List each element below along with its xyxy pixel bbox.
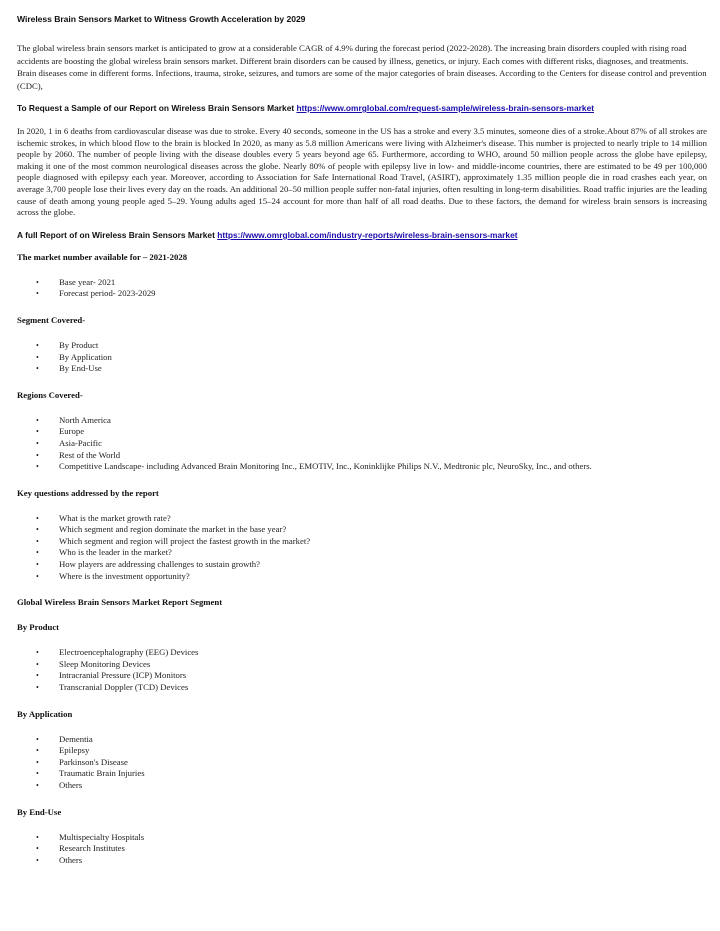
statistics-paragraph: In 2020, 1 in 6 deaths from cardiovascular disease was due to stroke. Every 40 seconds, someone in the US has a stroke and every 3.5 minutes, someone dies of a stroke.About 87% of all strokes are ischemic strokes, in which blood flow to the brain is blocked In 2020, as many as 5.8 million Americans were living with Alzheimer's disease. This number is projected to nearly triple to 14 million people by 2060. The number of people living with the disease doubles every 5 years beyond age 65. Furthermore, according to WHO, around 50 million people across the globe have epilepsy, making it one of the most common neurological diseases across the globe. Nearly 80% of people with epilepsy live in low- and middle-income countries, there are estimated to be 49 per 100,000 people diagnosed with epilepsy each year. Moreover, according to Association for Safe International Road Travel, (ASIRT), approximately 1.35 million people die in road crashes each year, on average 3,700 people lose their lives every day on the roads. An additional 20–50 million people suffer non-fatal injuries, often resulting in long-term disabilities. Road traffic injuries are the leading cause of death among young people aged 5–29. Young adults aged 15–24 account for more than half of all road deaths. Due to these factors, the demand for wireless brain sensors is increasing across the globe. [17,126,707,218]
list-item: • Others [17,780,707,792]
regions-covered-list [17,415,707,473]
list-item: • Traumatic Brain Injuries [17,768,707,780]
list-item: • By Application [17,352,707,364]
by-application-heading: By Application [17,708,73,719]
list-item: • Intracranial Pressure (ICP) Monitors [17,670,707,682]
market-number-heading: The market number available for – 2021-2028 [17,251,188,262]
sample-request-line [17,103,707,113]
list-item: • By End-Use [17,363,707,375]
by-product-list [17,647,707,693]
list-item: • Which segment and region will project the fastest growth in the market? [17,536,707,548]
full-report-label: A full Report of on Wireless Brain Sensors Market [17,229,218,240]
list-item: • By Product [17,340,707,352]
list-item: • North America [17,415,707,427]
list-item: • Where is the investment opportunity? [17,571,707,583]
sample-request-link[interactable]: https://www.omrglobal.com/request-sample/wireless-brain-sensors-market [296,103,595,113]
list-item: • Electroencephalography (EEG) Devices [17,647,707,659]
list-item: • Multispecialty Hospitals [17,832,707,844]
key-questions-list [17,513,707,583]
list-item: • Competitive Landscape- including Advanced Brain Monitoring Inc., EMOTIV, Inc., Koninklijke Philips N.V., Medtronic plc, NeuroSky, Inc., and others. [17,461,707,473]
segment-covered-list [17,340,707,375]
list-item: • Parkinson's Disease [17,757,707,769]
list-item: • What is the market growth rate? [17,513,707,525]
report-segment-heading: Global Wireless Brain Sensors Market Report Segment [17,597,223,608]
sample-request-label: To Request a Sample of our Report on Wireless Brain Sensors Market [17,103,297,113]
by-end-use-heading: By End-Use [17,806,62,817]
by-product-heading: By Product [17,622,60,633]
by-application-list [17,734,707,792]
key-questions-heading: Key questions addressed by the report [17,487,159,498]
list-item: • How players are addressing challenges to sustain growth? [17,559,707,571]
list-item: • Transcranial Doppler (TCD) Devices [17,682,707,694]
intro-paragraph: The global wireless brain sensors market is anticipated to grow at a considerable CAGR of 4.9% during the forecast period (2022-2028). The increasing brain disorders coupled with rising road accidents are boosting the global wireless brain sensors market. Different brain disorders can be caused by illness, genetics, or injury. Each comes with different risks, diagnoses, and treatments. Brain diseases come in different forms. Infections, trauma, stroke, seizures, and tumors are some of the major categories of brain diseases. According to the Centers for disease control and prevention (CDC), [17,43,707,91]
list-item: • Epilepsy [17,745,707,757]
list-item: • Which segment and region dominate the market in the base year? [17,524,707,536]
document-title: Wireless Brain Sensors Market to Witness Growth Acceleration by 2029 [17,14,306,24]
segment-covered-heading: Segment Covered- [17,314,86,325]
regions-covered-heading: Regions Covered- [17,389,83,400]
list-item: • Who is the leader in the market? [17,547,707,559]
list-item: • Sleep Monitoring Devices [17,659,707,671]
list-item: • Europe [17,426,707,438]
list-item: • Others [17,855,707,867]
list-item: • Research Institutes [17,843,707,855]
by-end-use-list [17,832,707,867]
list-item: • Forecast period- 2023-2029 [17,288,707,300]
list-item: • Base year- 2021 [17,277,707,289]
market-number-list [17,277,707,300]
list-item: • Dementia [17,734,707,746]
full-report-line [17,230,707,240]
list-item: • Rest of the World [17,450,707,462]
list-item: • Asia-Pacific [17,438,707,450]
full-report-link[interactable]: https://www.omrglobal.com/industry-reports/wireless-brain-sensors-market [217,229,518,240]
document-page [17,14,707,866]
